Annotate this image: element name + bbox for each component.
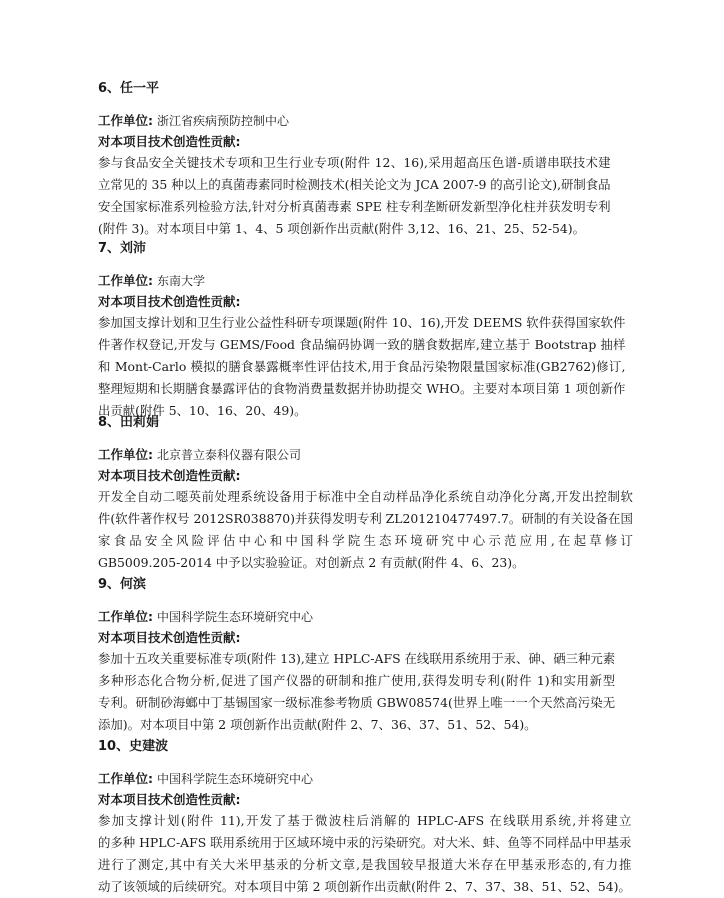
contribution-label: 对本项目技术创造性贡献: bbox=[98, 294, 241, 309]
text-line: 家食品安全风险评估中心和中国科学院生态环境研究中心示范应用,在起草修订 bbox=[98, 533, 633, 548]
text-line: 整理短期和长期膳食暴露评估的食物消费量数据并协助提交 WHO。主要对本项目第 1 项创新作 bbox=[98, 381, 626, 396]
work-unit-label: 工作单位: bbox=[98, 113, 153, 128]
person-title: 10、史建波 bbox=[98, 739, 169, 754]
work-unit-row bbox=[98, 768, 631, 790]
text-line: 开发全自动二噁英前处理系统设备用于标准中全自动样品净化系统自动净化分离,开发出控制软 bbox=[98, 489, 633, 504]
person-title: 9、何滨 bbox=[98, 577, 147, 592]
text-line: 动了该领域的后续研究。对本项目中第 2 项创新作出贡献(附件 2、7、37、38、51、52、54)。 bbox=[98, 879, 631, 894]
work-unit-label: 工作单位: bbox=[98, 609, 153, 624]
person-title: 7、刘沛 bbox=[98, 241, 147, 256]
work-unit-value: 浙江省疾病预防控制中心 bbox=[156, 114, 289, 128]
contribution-text bbox=[98, 152, 611, 240]
person-section-6 bbox=[98, 80, 611, 240]
person-title: 6、任一平 bbox=[98, 81, 160, 96]
work-unit-row bbox=[98, 606, 615, 628]
contribution-text bbox=[98, 486, 633, 574]
contribution-label: 对本项目技术创造性贡献: bbox=[98, 134, 241, 149]
text-line: 安全国家标准系列检验方法,针对分析真菌毒素 SPE 柱专利垄断研发新型净化柱并获发明专利 bbox=[98, 199, 611, 214]
text-line: 件著作权登记,开发与 GEMS/Food 食品编码协调一致的膳食数据库,建立基于 Bootstrap 抽样 bbox=[98, 337, 626, 352]
text-line: 立常见的 35 种以上的真菌毒素同时检测技术(相关论文为 JCA 2007-9 的高引论文),研制食品 bbox=[98, 177, 611, 192]
text-line: 参加国支撑计划和卫生行业公益性科研专项课题(附件 10、16),开发 DEEMS 软件获得国家软件 bbox=[98, 315, 626, 330]
text-line: 参加支撑计划(附件 11),开发了基于微波柱后消解的 HPLC-AFS 在线联用系统,并将建立 bbox=[98, 813, 632, 828]
work-unit-row bbox=[98, 270, 625, 292]
text-line: 多种形态化合物分析,促进了国产仪器的研制和推广使用,获得发明专利(附件 1)和实用新型 bbox=[98, 673, 616, 688]
text-line: 的多种 HPLC-AFS 联用系统用于区域环境中汞的污染研究。对大米、蚌、鱼等不同样品中甲基汞 bbox=[98, 835, 632, 850]
text-line: 进行了测定,其中有关大米甲基汞的分析文章,是我国较早报道大米存在甲基汞形态的,有力推 bbox=[98, 857, 632, 872]
work-unit-label: 工作单位: bbox=[98, 273, 153, 288]
work-unit-value: 中国科学院生态环境研究中心 bbox=[156, 610, 313, 624]
text-line: 和 Mont-Carlo 模拟的膳食暴露概率性评估技术,用于食品污染物限量国家标准(GB2762)修订, bbox=[98, 359, 626, 374]
contribution-text bbox=[98, 648, 615, 736]
work-unit-label: 工作单位: bbox=[98, 447, 153, 462]
contribution-text bbox=[98, 810, 631, 898]
work-unit-value: 中国科学院生态环境研究中心 bbox=[156, 772, 313, 786]
contribution-text bbox=[98, 312, 625, 422]
person-section-7 bbox=[98, 240, 625, 422]
text-line: 添加)。对本项目中第 2 项创新作出贡献(附件 2、7、36、37、51、52、54)。 bbox=[98, 717, 537, 732]
person-section-10 bbox=[98, 738, 631, 898]
text-line: 件(软件著作权号 2012SR038870)并获得发明专利 ZL201210477497.7。研制的有关设备在国 bbox=[98, 511, 633, 526]
text-line: 专利。研制砂海螂中丁基锡国家一级标准参考物质 GBW08574(世界上唯一一个天然高污染无 bbox=[98, 695, 616, 710]
contribution-label: 对本项目技术创造性贡献: bbox=[98, 630, 241, 645]
work-unit-row bbox=[98, 444, 633, 466]
work-unit-row bbox=[98, 110, 611, 132]
text-line: 参加十五攻关重要标准专项(附件 13),建立 HPLC-AFS 在线联用系统用于汞、砷、硒三种元素 bbox=[98, 651, 616, 666]
person-section-9 bbox=[98, 576, 615, 736]
text-line: (附件 3)。对本项目中第 1、4、5 项创新作出贡献(附件 3,12、16、21、25、52-54)。 bbox=[98, 221, 585, 236]
contribution-label: 对本项目技术创造性贡献: bbox=[98, 792, 241, 807]
text-line: GB5009.205-2014 中予以实验验证。对创新点 2 有贡献(附件 4、6、23)。 bbox=[98, 555, 525, 570]
person-title: 8、田莉娟 bbox=[98, 415, 160, 430]
text-line: 参与食品安全关键技术专项和卫生行业专项(附件 12、16),采用超高压色谱-质谱串联技术建 bbox=[98, 155, 611, 170]
work-unit-value: 北京普立泰科仪器有限公司 bbox=[156, 448, 301, 462]
text-line: 出贡献(附件 5、10、16、20、49)。 bbox=[98, 403, 307, 418]
work-unit-label: 工作单位: bbox=[98, 771, 153, 786]
contribution-label: 对本项目技术创造性贡献: bbox=[98, 468, 241, 483]
person-section-8 bbox=[98, 414, 633, 574]
work-unit-value: 东南大学 bbox=[156, 274, 205, 288]
